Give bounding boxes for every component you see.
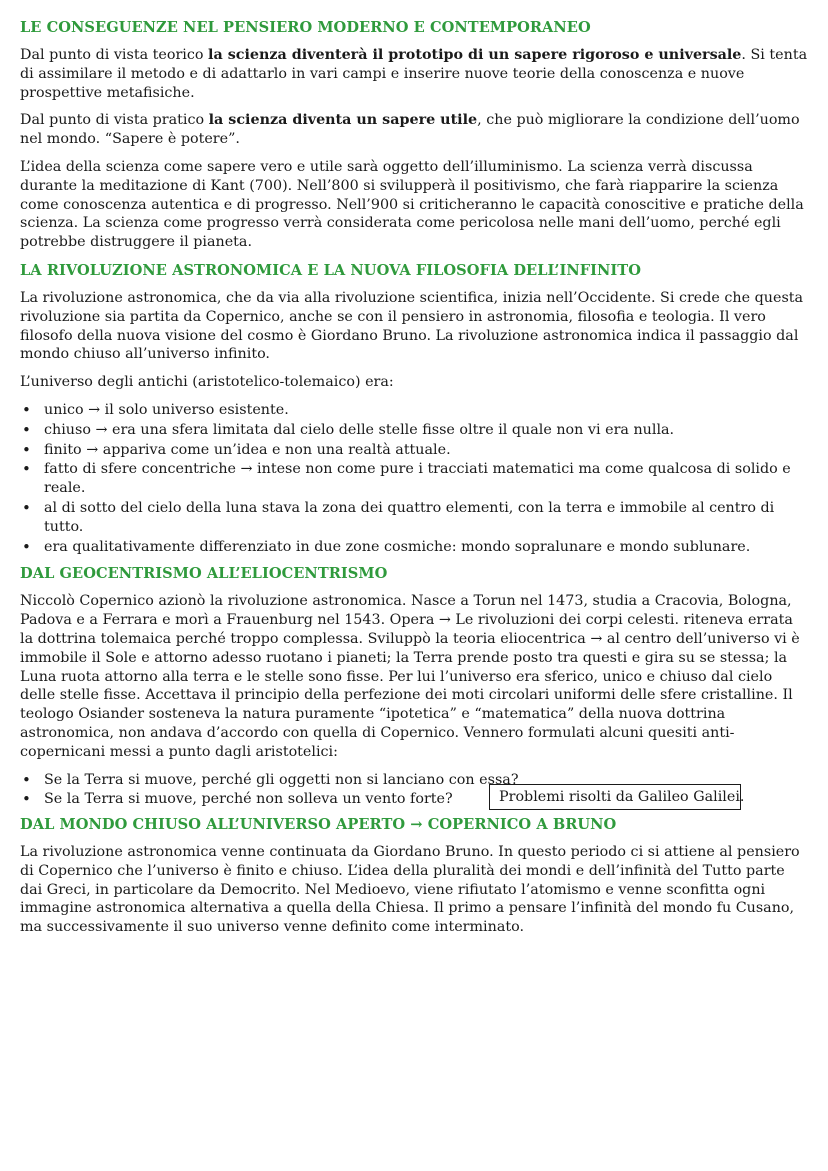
section-heading: LE CONSEGUENZE NEL PENSIERO MODERNO E CONTEMPORANEO — [20, 19, 591, 36]
document-page — [20, 18, 810, 946]
list-item: • Se la Terra si muove, perché gli oggetti non si lanciano con essa? — [20, 771, 810, 790]
list-item: • Se la Terra si muove, perché non solleva un vento forte? — [20, 790, 810, 809]
section-rivoluzione-astronomica — [20, 261, 810, 556]
list-item: • fatto di sfere concentriche → intese non come pure i tracciati matematici ma come qualcosa di solido e reale. — [20, 460, 810, 498]
paragraph-text: , che può migliorare la condizione dell’uomo nel mondo. “Sapere è potere”. — [20, 112, 800, 148]
paragraph-bold-text: la scienza diventa un sapere utile — [208, 112, 478, 129]
list-item: • chiuso → era una sfera limitata dal cielo delle stelle fisse oltre il quale non vi era nulla. — [20, 421, 810, 440]
list-item: • unico → il solo universo esistente. — [20, 401, 810, 420]
list-item: • finito → appariva come un’idea e non una realtà attuale. — [20, 441, 810, 460]
paragraph: La rivoluzione astronomica venne continuata da Giordano Bruno. In questo periodo ci si attiene al pensiero di Copernico che l’universo è finito e chiuso. L’idea della pluralità dei mondi e dell’infinità del Tutto parte dai Greci, in particolare da Democrito. Nel Medioevo, viene rifiutato l’atomismo e venne sconfitta ogni immagine astronomica alternativa a quella della Chiesa. Il primo a pensare l’infinità del mondo fu Cusano, ma successivamente il suo universo venne definito come interminato. — [20, 844, 800, 936]
paragraph — [20, 46, 810, 102]
section-heading: LA RIVOLUZIONE ASTRONOMICA E LA NUOVA FILOSOFIA DELL’INFINITO — [20, 261, 641, 279]
section-heading: DAL GEOCENTRISMO ALL’ELIOCENTRISMO — [20, 565, 388, 583]
list-item: • al di sotto del cielo della luna stava la zona dei quattro elementi, con la terra e immobile al centro di tutto. — [20, 499, 810, 537]
note-box: Problemi risolti da Galileo Galilei. — [489, 784, 741, 810]
section-mondo-chiuso-universo-aperto — [20, 815, 810, 937]
paragraph: La rivoluzione astronomica, che da via alla rivoluzione scientifica, inizia nell’Occidente. Si crede che questa rivoluzione sia partita da Copernico, anche se con il pensiero in astronomia, filosofia e teologia. Il vero filosofo della nuova visione del cosmo è Giordano Bruno. La rivoluzione astronomica indica il passaggio dal mondo chiuso all’universo infinito. — [20, 289, 804, 363]
section-conseguenze — [20, 18, 810, 252]
paragraph-bold-text: la scienza diventerà il prototipo di un sapere rigoroso e universale — [208, 47, 742, 63]
paragraph-text: Dal punto di vista pratico — [20, 112, 209, 129]
paragraph: Niccolò Copernico azionò la rivoluzione astronomica. Nasce a Torun nel 1473, studia a Cracovia, Bologna, Padova e a Ferrara e morì a Frauenburg nel 1543. Opera → Le rivoluzioni dei corpi celesti. riteneva errata la dottrina tolemaica perché troppo complessa. Sviluppò la teoria eliocentrica → al centro dell’universo vi è immobile il Sole e attorno adesso ruotano i pianeti; la Terra prende posto tra questi e gira su se stessa; la Luna ruota attorno alla terra e le stelle sono fisse. Per lui l’universo era sferico, unico e chiuso dal cielo delle stelle fisse. Accettava il principio della perfezione dei moti circolari uniformi delle sfere cristalline. Il teologo Osiander sosteneva la natura puramente “ipotetica” e “matematica” della nuova dottrina astronomica, non andava d’accordo con quella di Copernico. Vennero formulati alcuni quesiti anti-copernicani messi a punto dagli aristotelici: — [20, 593, 800, 760]
paragraph: L’universo degli antichi (aristotelico-tolemaico) era: — [20, 374, 394, 391]
list-item: • era qualitativamente differenziato in due zone cosmiche: mondo sopralunare e mondo sublunare. — [20, 538, 810, 557]
section-geocentrismo-eliocentrismo — [20, 564, 810, 809]
section-heading: DAL MONDO CHIUSO ALL’UNIVERSO APERTO → COPERNICO A BRUNO — [20, 816, 617, 834]
paragraph-text: . Si tenta di assimilare il metodo e di adattarlo in vari campi e inserire nuove teorie della conoscenza e nuove prospettive metafisiche. — [20, 47, 808, 101]
paragraph-text: Dal punto di vista teorico — [20, 47, 209, 63]
paragraph — [20, 111, 810, 149]
paragraph: L’idea della scienza come sapere vero e utile sarà oggetto dell’illuminismo. La scienza verrà discussa durante la meditazione di Kant (700). Nell’800 si svilupperà il positivismo, che farà riapparire la scienza come conoscenza autentica e di progresso. Nell’900 si criticheranno le capacità conoscitive e pratiche della scienza. La scienza come progresso verrà considerata come pericolosa nelle mani dell’uomo, perché egli potrebbe distruggere il pianeta. — [20, 158, 804, 251]
bullet-list — [20, 401, 810, 556]
questions-with-note — [20, 771, 810, 810]
